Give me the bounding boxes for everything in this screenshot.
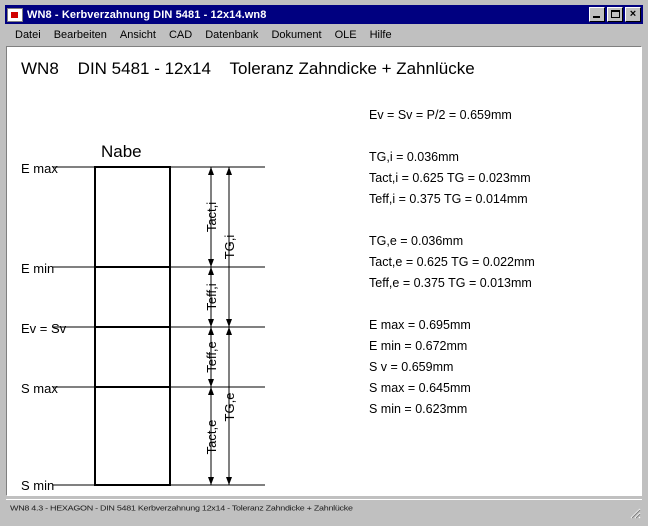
- dim-label-tact-i: Tact,i: [204, 201, 219, 233]
- menu-item-dokument[interactable]: Dokument: [271, 29, 322, 41]
- title-bar: [5, 5, 643, 24]
- close-button[interactable]: [625, 7, 641, 22]
- maximize-button[interactable]: [607, 7, 623, 22]
- calc-line: Teff,e = 0.375 TG = 0.013mm: [369, 276, 532, 290]
- calc-spacer: [369, 298, 619, 319]
- dim-label-teff-i: Teff,i: [204, 283, 219, 311]
- status-bar: [6, 499, 642, 520]
- calc-line: Tact,e = 0.625 TG = 0.022mm: [369, 255, 535, 269]
- document-heading: WN8 DIN 5481 - 12x14 Toleranz Zahndicke + Zahnlücke: [21, 59, 475, 78]
- status-text: WN8 4.3 - HEXAGON - DIN 5481 Kerbverzahnung 12x14 - Toleranz Zahndicke + Zahnlücke: [10, 504, 353, 512]
- calc-line: E max = 0.695mm: [369, 318, 471, 332]
- calc-line: S v = 0.659mm: [369, 360, 454, 374]
- calc-spacer: [369, 214, 619, 235]
- menu-item-cad[interactable]: CAD: [168, 29, 193, 41]
- calc-spacer: [369, 130, 619, 151]
- menu-item-ansicht[interactable]: Ansicht: [119, 29, 156, 41]
- window-controls: [589, 7, 641, 22]
- calc-line: Tact,i = 0.625 TG = 0.023mm: [369, 171, 531, 185]
- calc-line: S max = 0.645mm: [369, 381, 471, 395]
- diagram-label-e-min: E min: [21, 261, 55, 276]
- resize-grip[interactable]: [627, 505, 641, 519]
- diagram-label-s-min: S min: [21, 478, 55, 493]
- dim-label-tg-e: TG,e: [222, 392, 237, 422]
- menu-item-bearbeiten[interactable]: Bearbeiten: [53, 29, 107, 41]
- calc-line: Teff,i = 0.375 TG = 0.014mm: [369, 192, 528, 206]
- dim-label-tact-e: Tact,e: [204, 419, 219, 455]
- calc-line: Ev = Sv = P/2 = 0.659mm: [369, 108, 512, 122]
- window-title: WN8 - Kerbverzahnung DIN 5481 - 12x14.wn8: [27, 8, 267, 21]
- menu-bar: [5, 26, 643, 44]
- diagram-label-ev-sv: Ev = Sv: [21, 321, 67, 336]
- menu-item-datei[interactable]: Datei: [15, 29, 41, 41]
- dim-label-teff-e: Teff,e: [204, 341, 219, 373]
- diagram-label-e-max: E max: [21, 161, 58, 176]
- calc-line: TG,e = 0.036mm: [369, 234, 464, 248]
- minimize-button[interactable]: [589, 7, 605, 22]
- document-view: [6, 46, 642, 496]
- menu-item-datenbank[interactable]: Datenbank: [205, 29, 259, 41]
- dim-label-tg-i: TG,i: [222, 234, 237, 260]
- app-icon: [7, 8, 23, 22]
- menu-item-ole[interactable]: OLE: [334, 29, 357, 41]
- close-icon: ×: [629, 8, 637, 20]
- calculation-results: [369, 109, 619, 424]
- menu-item-hilfe[interactable]: Hilfe: [369, 29, 392, 41]
- diagram-label-nabe: Nabe: [101, 142, 142, 161]
- calc-line: E min = 0.672mm: [369, 339, 468, 353]
- diagram-label-s-max: S max: [21, 381, 58, 396]
- calc-line: S min = 0.623mm: [369, 402, 468, 416]
- calc-line: TG,i = 0.036mm: [369, 150, 459, 164]
